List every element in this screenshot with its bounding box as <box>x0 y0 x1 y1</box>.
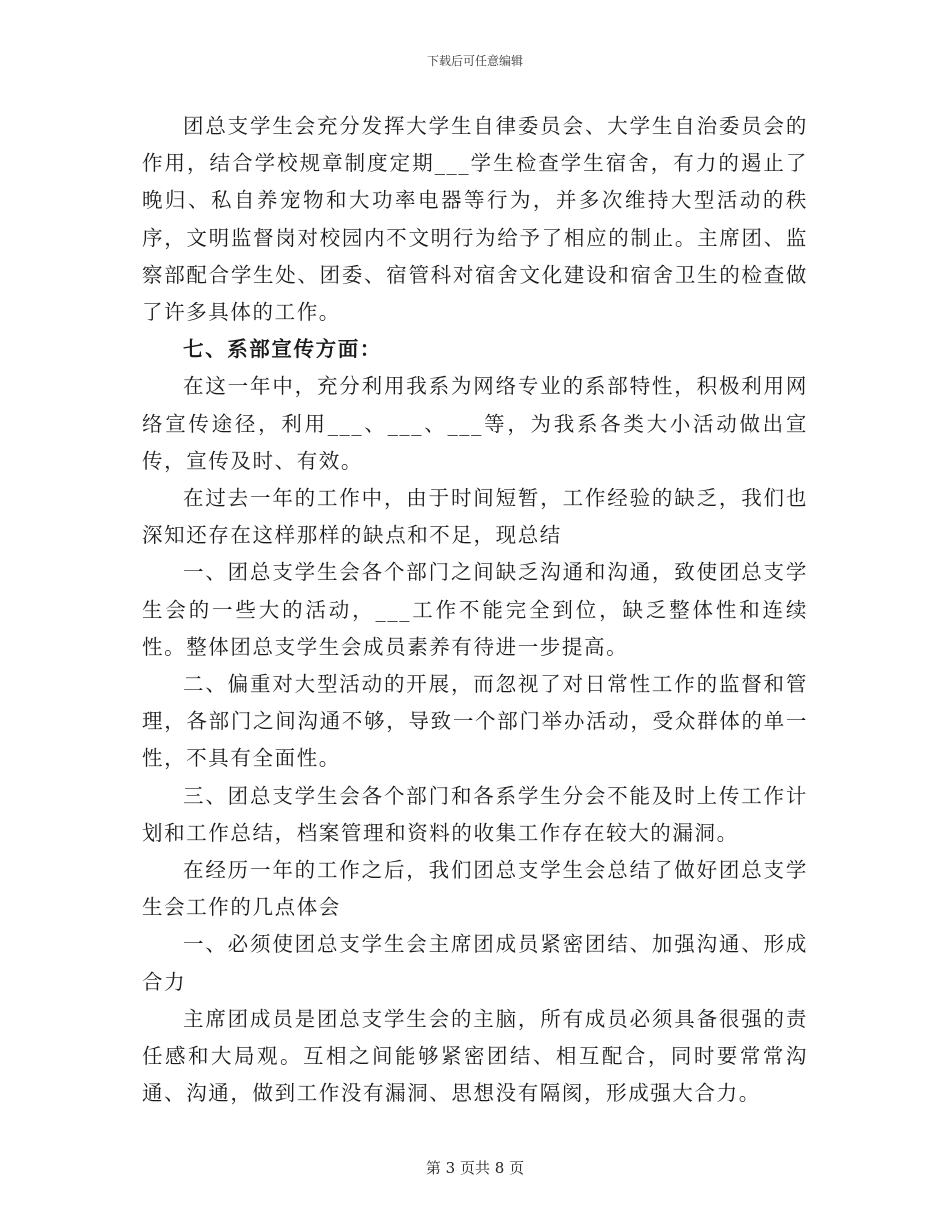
paragraph-10: 主席团成员是团总支学生会的主脑，所有成员必须具备很强的责任感和大局观。互相之间能够紧密团结、相互配合，同时要常常沟通、沟通，做到工作没有漏洞、思想没有隔阂，形成强大合力。 <box>142 1006 808 1106</box>
paragraph-5: 一、团总支学生会各个部门之间缺乏沟通和沟通，致使团总支学生会的一些大的活动，___工作不能完全到位，缺乏整体性和连续性。整体团总支学生会成员素养有待进一步提高。 <box>142 560 808 659</box>
document-body <box>142 108 808 1112</box>
paragraph-3: 在这一年中，充分利用我系为网络专业的系部特性，积极利用网络宣传途径，利用___、___、___等，为我系各类大小活动做出宣传，宣传及时、有效。 <box>142 374 808 473</box>
paragraph-6: 二、偏重对大型活动的开展，而忽视了对日常性工作的监督和管理，各部门之间沟通不够，导致一个部门举办活动，受众群体的单一性，不具有全面性。 <box>142 672 808 771</box>
page-header: 下载后可任意编辑 <box>426 54 523 68</box>
paragraph-7: 三、团总支学生会各个部门和各系学生分会不能及时上传工作计划和工作总结，档案管理和资料的收集工作存在较大的漏洞。 <box>142 783 808 845</box>
page-footer: 第 3 页共 8 页 <box>425 1159 525 1177</box>
paragraph-9: 一、必须使团总支学生会主席团成员紧密团结、加强沟通、形成合力 <box>142 932 808 994</box>
paragraph-4: 在过去一年的工作中，由于时间短暂，工作经验的缺乏，我们也深知还存在这样那样的缺点和不足，现总结 <box>142 486 808 548</box>
section-heading-publicity: 七、系部宣传方面： <box>183 337 382 362</box>
paragraph-8: 在经历一年的工作之后，我们团总支学生会总结了做好团总支学生会工作的几点体会 <box>142 858 808 920</box>
paragraph-1: 团总支学生会充分发挥大学生自律委员会、大学生自治委员会的作用，结合学校规章制度定期___学生检查学生宿舍，有力的遏止了晚归、私自养宠物和大功率电器等行为，并多次维持大型活动的秩序，文明监督岗对校园内不文明行为给予了相应的制止。主席团、监察部配合学生处、团委、宿管科对宿舍文化建设和宿舍卫生的检查做了许多具体的工作。 <box>142 114 808 325</box>
